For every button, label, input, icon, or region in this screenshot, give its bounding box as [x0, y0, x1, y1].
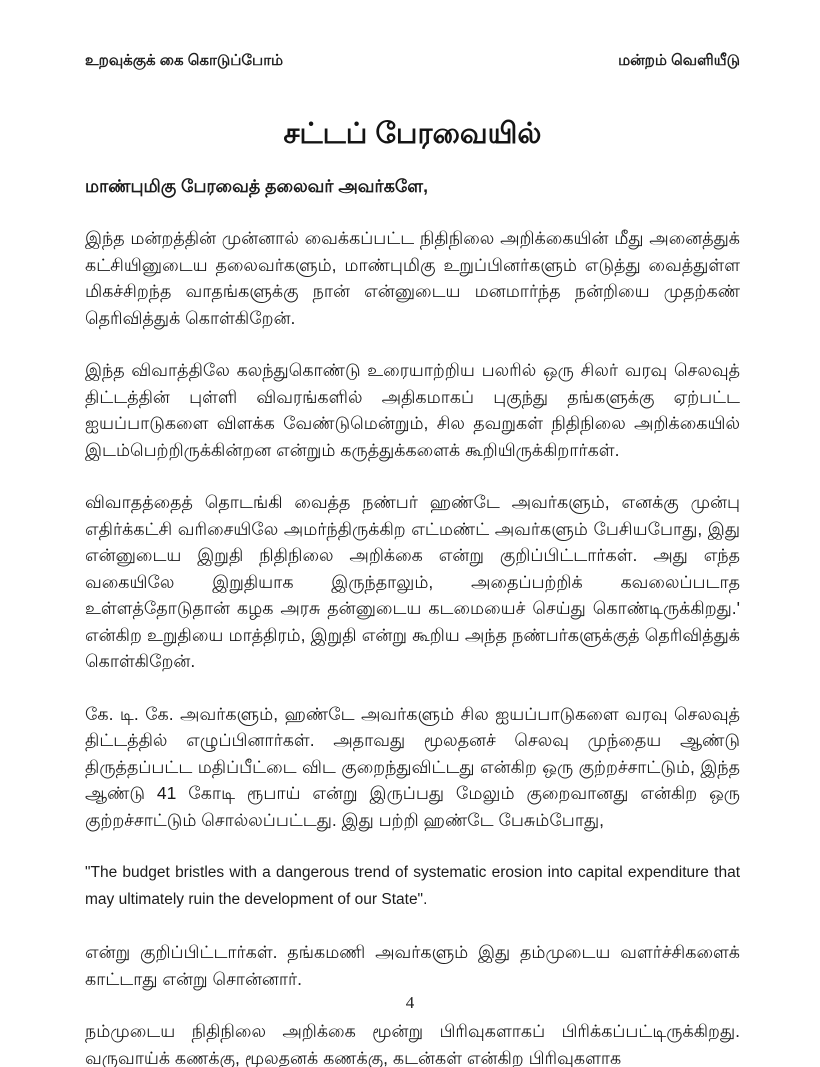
paragraph-6: நம்முடைய நிதிநிலை அறிக்கை மூன்று பிரிவுகளாகப் பிரிக்கப்பட்டிருக்கிறது. வருவாய்க் கணக்கு, மூலதனக் கணக்கு, கடன்கள் என்கிற பிரிவுகளாக — [85, 1021, 740, 1067]
page-number: 4 — [405, 993, 415, 1012]
salutation: மாண்புமிகு பேரவைத் தலைவர் அவர்களே, — [85, 176, 428, 196]
paragraph-1: இந்த மன்றத்தின் முன்னால் வைக்கப்பட்ட நிதிநிலை அறிக்கையின் மீது அனைத்துக் கட்சியினுடைய தலைவர்களும், மாண்புமிகு உறுப்பினர்களும் எடுத்து வைத்துள்ள மிகச்சிறந்த வாதங்களுக்கு நான் என்னுடைய மனமார்ந்த நன்றியை முதற்கண் தெரிவித்துக் கொள்கிறேன். — [85, 228, 740, 328]
paragraph-2: இந்த விவாத்திலே கலந்துகொண்டு உரையாற்றிய பலரில் ஒரு சிலர் வரவு செலவுத் திட்டத்தின் புள்ளி விவரங்களில் அதிகமாகப் புகுந்து தங்களுக்கு ஏற்பட்ட ஐயப்பாடுகளை விளக்க வேண்டுமென்றும், சில தவறுகள் நிதிநிலை அறிக்கையில் இடம்பெற்றிருக்கின்றன என்றும் கருத்துக்களைக் கூறியிருக்கிறார்கள். — [85, 360, 740, 460]
english-quote: "The budget bristles with a dangerous trend of systematic erosion into capital expenditure that may ultimately ruin the development of our State". — [85, 864, 740, 908]
paragraph-3: விவாதத்தைத் தொடங்கி வைத்த நண்பர் ஹண்டே அவர்களும், எனக்கு முன்பு எதிர்க்கட்சி வரிசையிலே அமர்ந்திருக்கிற எட்மண்ட் அவர்களும் பேசியபோது, இது என்னுடைய இறுதி நிதிநிலை அறிக்கை என்று குறிப்பிட்டார்கள். அது எந்த வகையிலே இறுதியாக இருந்தாலும், அதைப்பற்றிக் கவலைப்படாத உள்ளத்தோடுதான் கழக அரசு தன்னுடைய கடமையைச் செய்து கொண்டிருக்கிறது.' என்கிற உறுதியை மாத்திரம், இறுதி என்று கூறிய அந்த நண்பர்களுக்குத் தெரிவித்துக் கொள்கிறேன். — [85, 492, 740, 671]
paragraph-4: கே. டி. கே. அவர்களும், ஹண்டே அவர்களும் சில ஐயப்பாடுகளை வரவு செலவுத் திட்டத்தில் எழுப்பினார்கள். அதாவது மூலதனச் செலவு முந்தைய ஆண்டு திருத்தப்பட்ட மதிப்பீட்டை விட குறைந்துவிட்டது என்கிற ஒரு குற்றச்சாட்டும், இந்த ஆண்டு 41 கோடி ரூபாய் என்று இருப்பது மேலும் குறைவானது என்கிற ஒரு குற்றச்சாட்டும் சொல்லப்பட்டது. இது பற்றி ஹண்டே பேசும்போது, — [85, 703, 740, 830]
header-left-text: உறவுக்குக் கை கொடுப்போம் — [85, 52, 284, 69]
page-header — [85, 52, 740, 71]
header-right-text: மன்றம் வெளியீடு — [618, 52, 740, 69]
paragraph-5: என்று குறிப்பிட்டார்கள். தங்கமணி அவர்களும் இது தம்முடைய வளர்ச்சிகளைக் காட்டாது என்று சொன்னார். — [85, 942, 740, 989]
page-title: சட்டப் பேரவையில் — [283, 118, 542, 150]
